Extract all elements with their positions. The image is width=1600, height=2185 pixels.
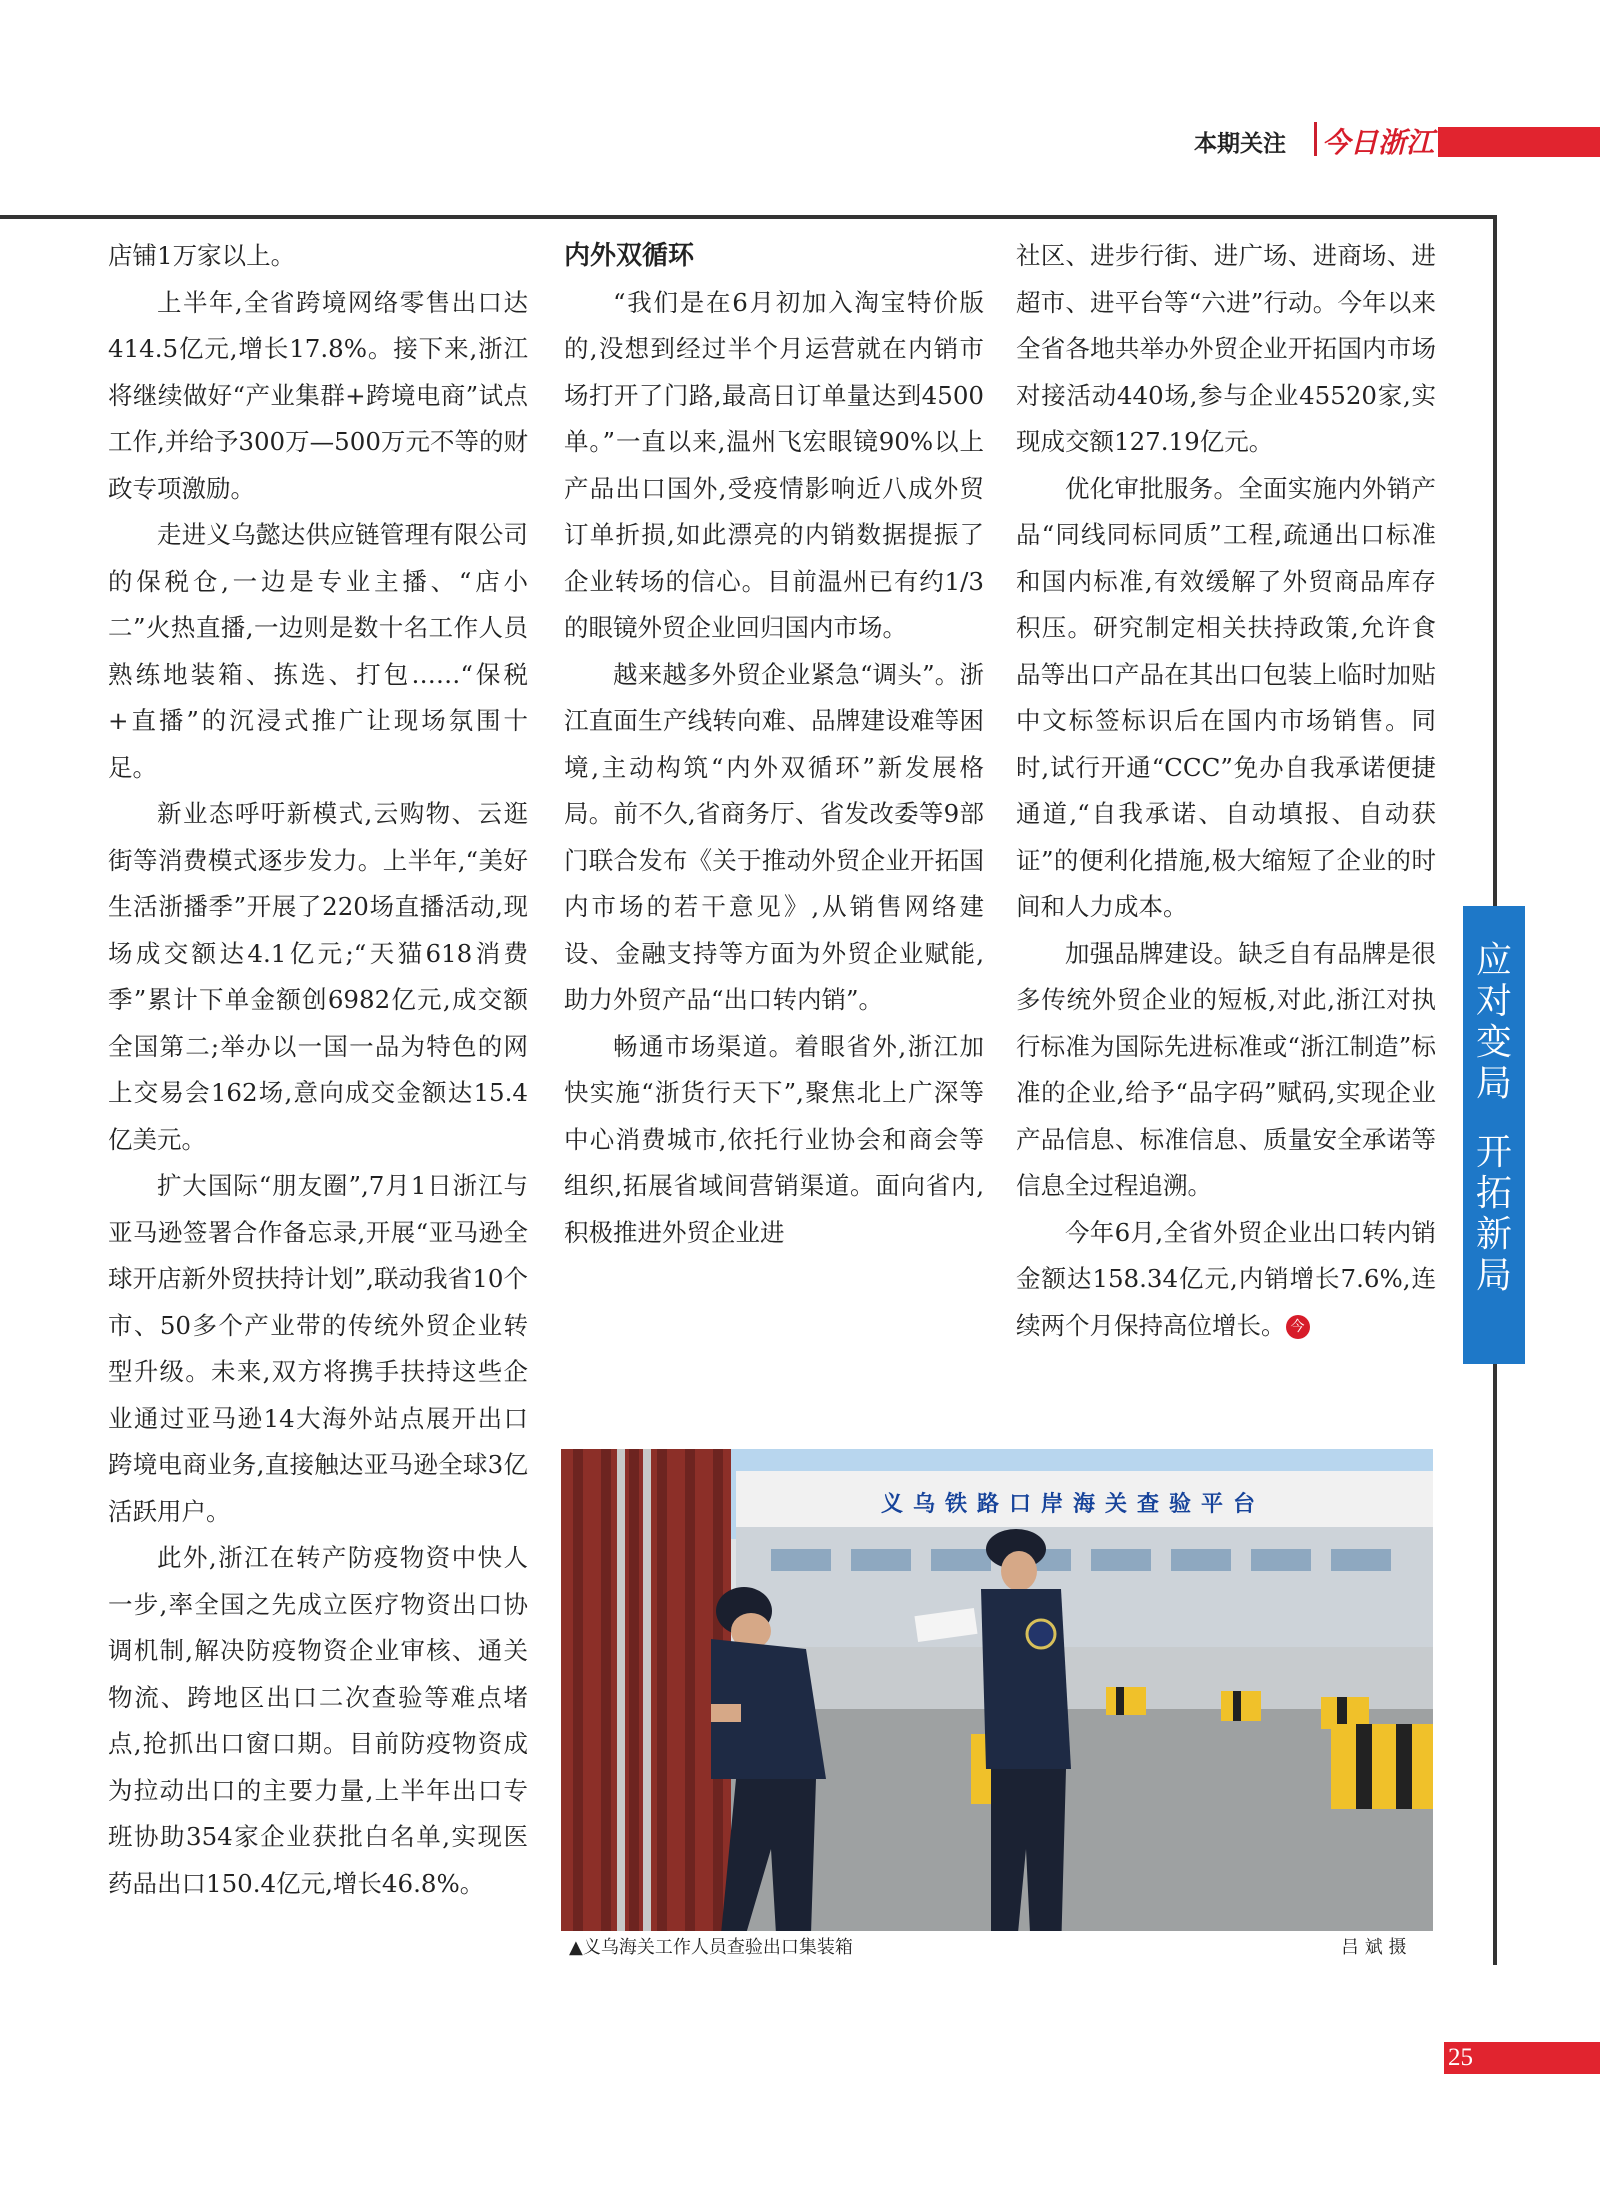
header-accent-bar bbox=[1438, 127, 1600, 157]
page-number: 25 bbox=[1448, 2044, 1473, 2071]
end-mark-icon: 今 bbox=[1286, 1315, 1310, 1339]
paragraph: 扩大国际“朋友圈”,7月1日浙江与亚马逊签署合作备忘录,开展“亚马逊全球开店新外贸扶持计划”,联动我省10个市、50多个产业带的传统外贸企业转型升级。未来,双方将携手扶持这些企业通过亚马逊14大海外站点展开出口跨境电商业务,直接触达亚马逊全球3亿活跃用户。 bbox=[108, 1171, 528, 1526]
magazine-brand-logo: 今日浙江 bbox=[1322, 126, 1435, 159]
paragraph: 新业态呼吁新模式,云购物、云逛街等消费模式逐步发力。上半年,“美好生活浙播季”开展了220场直播活动,现场成交额达4.1亿元;“天猫618消费季”累计下单金额创6982亿元,成交额全国第二;举办以一国一品为特色的网上交易会162场,意向成交金额达15.4亿美元。 bbox=[108, 799, 528, 1154]
paragraph: 畅通市场渠道。着眼省外,浙江加快实施“浙货行天下”,聚焦北上广深等中心消费城市,依托行业协会和商会等组织,拓展省域间营销渠道。面向省内,积极推进外贸企业进 bbox=[564, 1031, 984, 1247]
paragraph: 社区、进步行街、进广场、进商场、进超市、进平台等“六进”行动。今年以来全省各地共举办外贸企业开拓国内市场对接活动440场,参与企业45520家,实现成交额127.19亿元。 bbox=[1016, 241, 1436, 456]
paragraph: 加强品牌建设。缺乏自有品牌是很多传统外贸企业的短板,对此,浙江对执行标准为国际先进标准或“浙江制造”标准的企业,给予“品字码”赋码,实现企业产品信息、标准信息、质量安全承诺等信息全过程追溯。 bbox=[1016, 938, 1436, 1200]
paragraph: 优化审批服务。全面实施内外销产品“同线同标同质”工程,疏通出口标准和国内标准,有效缓解了外贸商品库存积压。研究制定相关扶持政策,允许食品等出口产品在其出口包装上临时加贴中文标签标识后在国内市场销售。同时,试行开通“CCC”免办自我承诺便捷通道,“自我承诺、自动填报、自动获证”的便利化措施,极大缩短了企业的时间和人力成本。 bbox=[1016, 473, 1436, 921]
side-tab-line-2: 开拓新局 bbox=[1475, 1132, 1512, 1296]
side-tab-line-1: 应对变局 bbox=[1475, 940, 1512, 1104]
article-column-2 bbox=[564, 233, 984, 1256]
sign-text: 义乌铁路口岸海关查验平台 bbox=[881, 1492, 1266, 1517]
paragraph: 走进义乌懿达供应链管理有限公司的保税仓,一边是专业主播、“店小二”火热直播,一边则是数十名工作人员熟练地装箱、拣选、打包……“保税+直播”的沉浸式推广让现场氛围十足。 bbox=[108, 520, 528, 782]
section-side-tab bbox=[1463, 906, 1525, 1364]
photo-caption: ▲义乌海关工作人员查验出口集装箱 bbox=[569, 1937, 853, 1958]
paragraph: 越来越多外贸企业紧急“调头”。浙江直面生产线转向难、品牌建设难等困境,主动构筑“内外双循环”新发展格局。前不久,省商务厅、省发改委等9部门联合发布《关于推动外贸企业开拓国内市场的若干意见》,从销售网络建设、金融支持等方面为外贸企业赋能,助力外贸产品“出口转内销”。 bbox=[564, 659, 984, 1014]
paragraph-text: 今年6月,全省外贸企业出口转内销金额达158.34亿元,内销增长7.6%,连续两个月保持高位增长。 bbox=[1016, 1217, 1436, 1340]
paragraph bbox=[1016, 1210, 1436, 1350]
header-divider bbox=[1314, 122, 1317, 156]
paragraph: “我们是在6月初加入淘宝特价版的,没想到经过半个月运营就在内销市场打开了门路,最高日订单量达到4500单。”一直以来,温州飞宏眼镜90%以上产品出口国外,受疫情影响近八成外贸订单折损,如此漂亮的内销数据提振了企业转场的信心。目前温州已有约1/3的眼镜外贸企业回归国内市场。 bbox=[564, 287, 984, 642]
photo-credit: 吕 斌 摄 bbox=[1341, 1937, 1407, 1958]
top-rule bbox=[0, 215, 1496, 219]
news-photo bbox=[561, 1449, 1433, 1960]
article-column-3 bbox=[1016, 233, 1436, 1349]
paragraph: 店铺1万家以上。 bbox=[108, 241, 296, 270]
section-subheading: 内外双循环 bbox=[564, 241, 695, 271]
paragraph: 此外,浙江在转产防疫物资中快人一步,率全国之先成立医疗物资出口协调机制,解决防疫物资企业审核、通关物流、跨地区出口二次查验等难点堵点,抢抓出口窗口期。目前防疫物资成为拉动出口的主要力量,上半年出口专班协助354家企业获批白名单,实现医药品出口150.4亿元,增长46.8%。 bbox=[108, 1543, 528, 1898]
article-column-1 bbox=[108, 233, 528, 1907]
paragraph: 上半年,全省跨境网络零售出口达414.5亿元,增长17.8%。接下来,浙江将继续做好“产业集群+跨境电商”试点工作,并给予300万—500万元不等的财政专项激励。 bbox=[108, 287, 528, 503]
section-label: 本期关注 bbox=[1194, 131, 1286, 157]
